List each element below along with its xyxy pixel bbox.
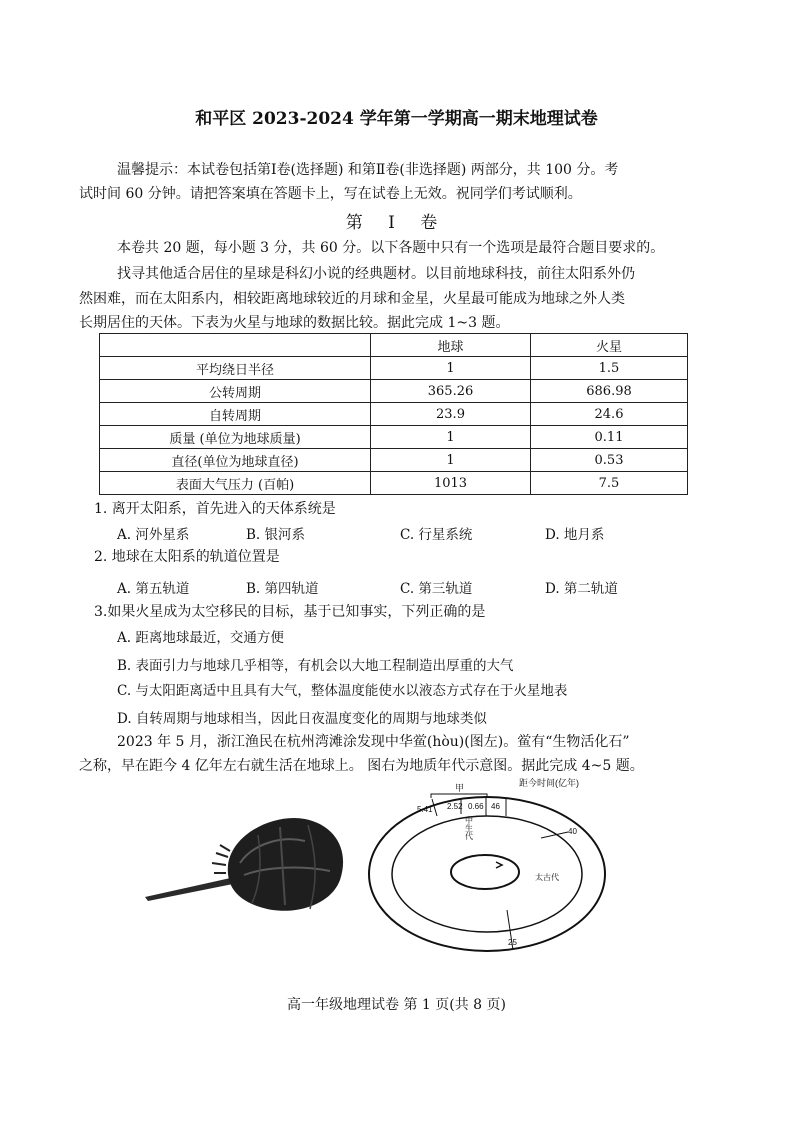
cycle-arrow-icon (496, 862, 502, 868)
table-row (100, 403, 688, 426)
q2-option-c: C. 第三轨道 (400, 581, 473, 597)
table-cell: 公转周期 (100, 380, 371, 403)
table-row (100, 380, 688, 403)
tick-label: 40 (568, 827, 577, 836)
notice-line-1: 温馨提示：本试卷包括第Ⅰ卷(选择题) 和第Ⅱ卷(非选择题) 两部分，共 100 分。考 (117, 162, 619, 178)
table-cell: 直径(单位为地球直径) (100, 449, 371, 472)
era-label-archean: 太古代 (535, 873, 559, 882)
q3-option-d: D. 自转周期与地球相当，因此日夜温度变化的周期与地球类似 (117, 711, 487, 727)
table-cell: 表面大气压力 (百帕) (100, 472, 371, 495)
table-cell: 1 (371, 426, 531, 449)
q1-option-c: C. 行星系统 (400, 527, 473, 543)
table-cell: 0.11 (531, 426, 688, 449)
q3-option-c: C. 与太阳距离适中且具有大气，整体温度能使水以液态方式存在于火星地表 (117, 683, 568, 699)
passage2-line-2: 之称，早在距今 4 亿年左右就生活在地球上。 图右为地质年代示意图。据此完成 4~5 题。 (79, 758, 644, 774)
page-footer: 高一年级地理试卷 第 1 页(共 8 页) (287, 997, 506, 1013)
tick-label: 46 (491, 802, 500, 811)
tick-label: 25 (508, 938, 517, 947)
table-row (100, 472, 688, 495)
time-label: 距今时间(亿年) (519, 778, 579, 788)
q1-option-a: A. 河外星系 (117, 527, 190, 543)
tick-line (432, 799, 437, 816)
instructions: 本卷共 20 题，每小题 3 分，共 60 分。以下各题中只有一个选项是最符合题目要求的。 (117, 240, 665, 256)
table-header-row (100, 334, 688, 357)
table-cell: 平均绕日半径 (100, 357, 371, 380)
era-label-mesozoic: 中生代 (464, 816, 474, 840)
geologic-time-diagram (365, 774, 610, 956)
inner-cycle-ring (451, 855, 519, 889)
passage2-line-1: 2023 年 5 月，浙江渔民在杭州湾滩涂发现中华鲎(hòu)(图左)。鲎有“生物活化石” (117, 734, 630, 750)
table-cell: 23.9 (371, 403, 531, 426)
notice-line-2: 试时间 60 分钟。请把答案填在答题卡上，写在试卷上无效。祝同学们考试顺利。 (79, 186, 582, 202)
q3-option-b: B. 表面引力与地球几乎相等，有机会以大地工程制造出厚重的大气 (117, 658, 514, 674)
table-cell: 1 (371, 357, 531, 380)
page-title: 和平区 2023-2024 学年第一学期高一期末地理试卷 (195, 109, 598, 129)
q2-option-b: B. 第四轨道 (246, 581, 319, 597)
table-header-cell: 火星 (531, 334, 688, 357)
question-1-stem: 1. 离开太阳系，首先进入的天体系统是 (94, 501, 336, 517)
table-cell: 质量 (单位为地球质量) (100, 426, 371, 449)
table-cell: 7.5 (531, 472, 688, 495)
passage1-line-2: 然困难，而在太阳系内，相较距离地球较近的月球和金星，火星最可能成为地球之外人类 (79, 291, 625, 307)
table-cell: 1 (371, 449, 531, 472)
q3-option-a: A. 距离地球最近，交通方便 (117, 630, 284, 646)
table-cell: 24.6 (531, 403, 688, 426)
table-row (100, 357, 688, 380)
outer-ring (369, 797, 605, 951)
q1-option-d: D. 地月系 (545, 527, 605, 543)
table-cell: 1.5 (531, 357, 688, 380)
tick-label: 0.66 (468, 802, 484, 811)
tick-label: 5.41 (417, 805, 433, 814)
table-cell: 365.26 (371, 380, 531, 403)
mars-earth-table (99, 333, 688, 495)
question-2-stem: 2. 地球在太阳系的轨道位置是 (94, 549, 280, 565)
table-cell: 自转周期 (100, 403, 371, 426)
table-cell: 0.53 (531, 449, 688, 472)
q2-option-d: D. 第二轨道 (545, 581, 618, 597)
question-3-stem: 3.如果火星成为太空移民的目标，基于已知事实，下列正确的是 (94, 604, 486, 620)
table-header-cell: 地球 (371, 334, 531, 357)
table-cell: 686.98 (531, 380, 688, 403)
section-title: 第 Ⅰ 卷 (345, 213, 448, 233)
horseshoe-crab-image (140, 805, 360, 925)
passage1-line-1: 找寻其他适合居住的星球是科幻小说的经典题材。以目前地球科技，前往太阳系外仍 (117, 266, 635, 282)
table-cell: 1013 (371, 472, 531, 495)
bracket-label: 甲 (455, 783, 465, 793)
q1-option-b: B. 银河系 (246, 527, 306, 543)
q2-option-a: A. 第五轨道 (117, 581, 190, 597)
table-row (100, 449, 688, 472)
tick-label: 2.52 (447, 802, 463, 811)
table-header-cell (100, 334, 371, 357)
passage1-line-3: 长期居住的天体。下表为火星与地球的数据比较。据此完成 1~3 题。 (79, 315, 510, 331)
table-row (100, 426, 688, 449)
